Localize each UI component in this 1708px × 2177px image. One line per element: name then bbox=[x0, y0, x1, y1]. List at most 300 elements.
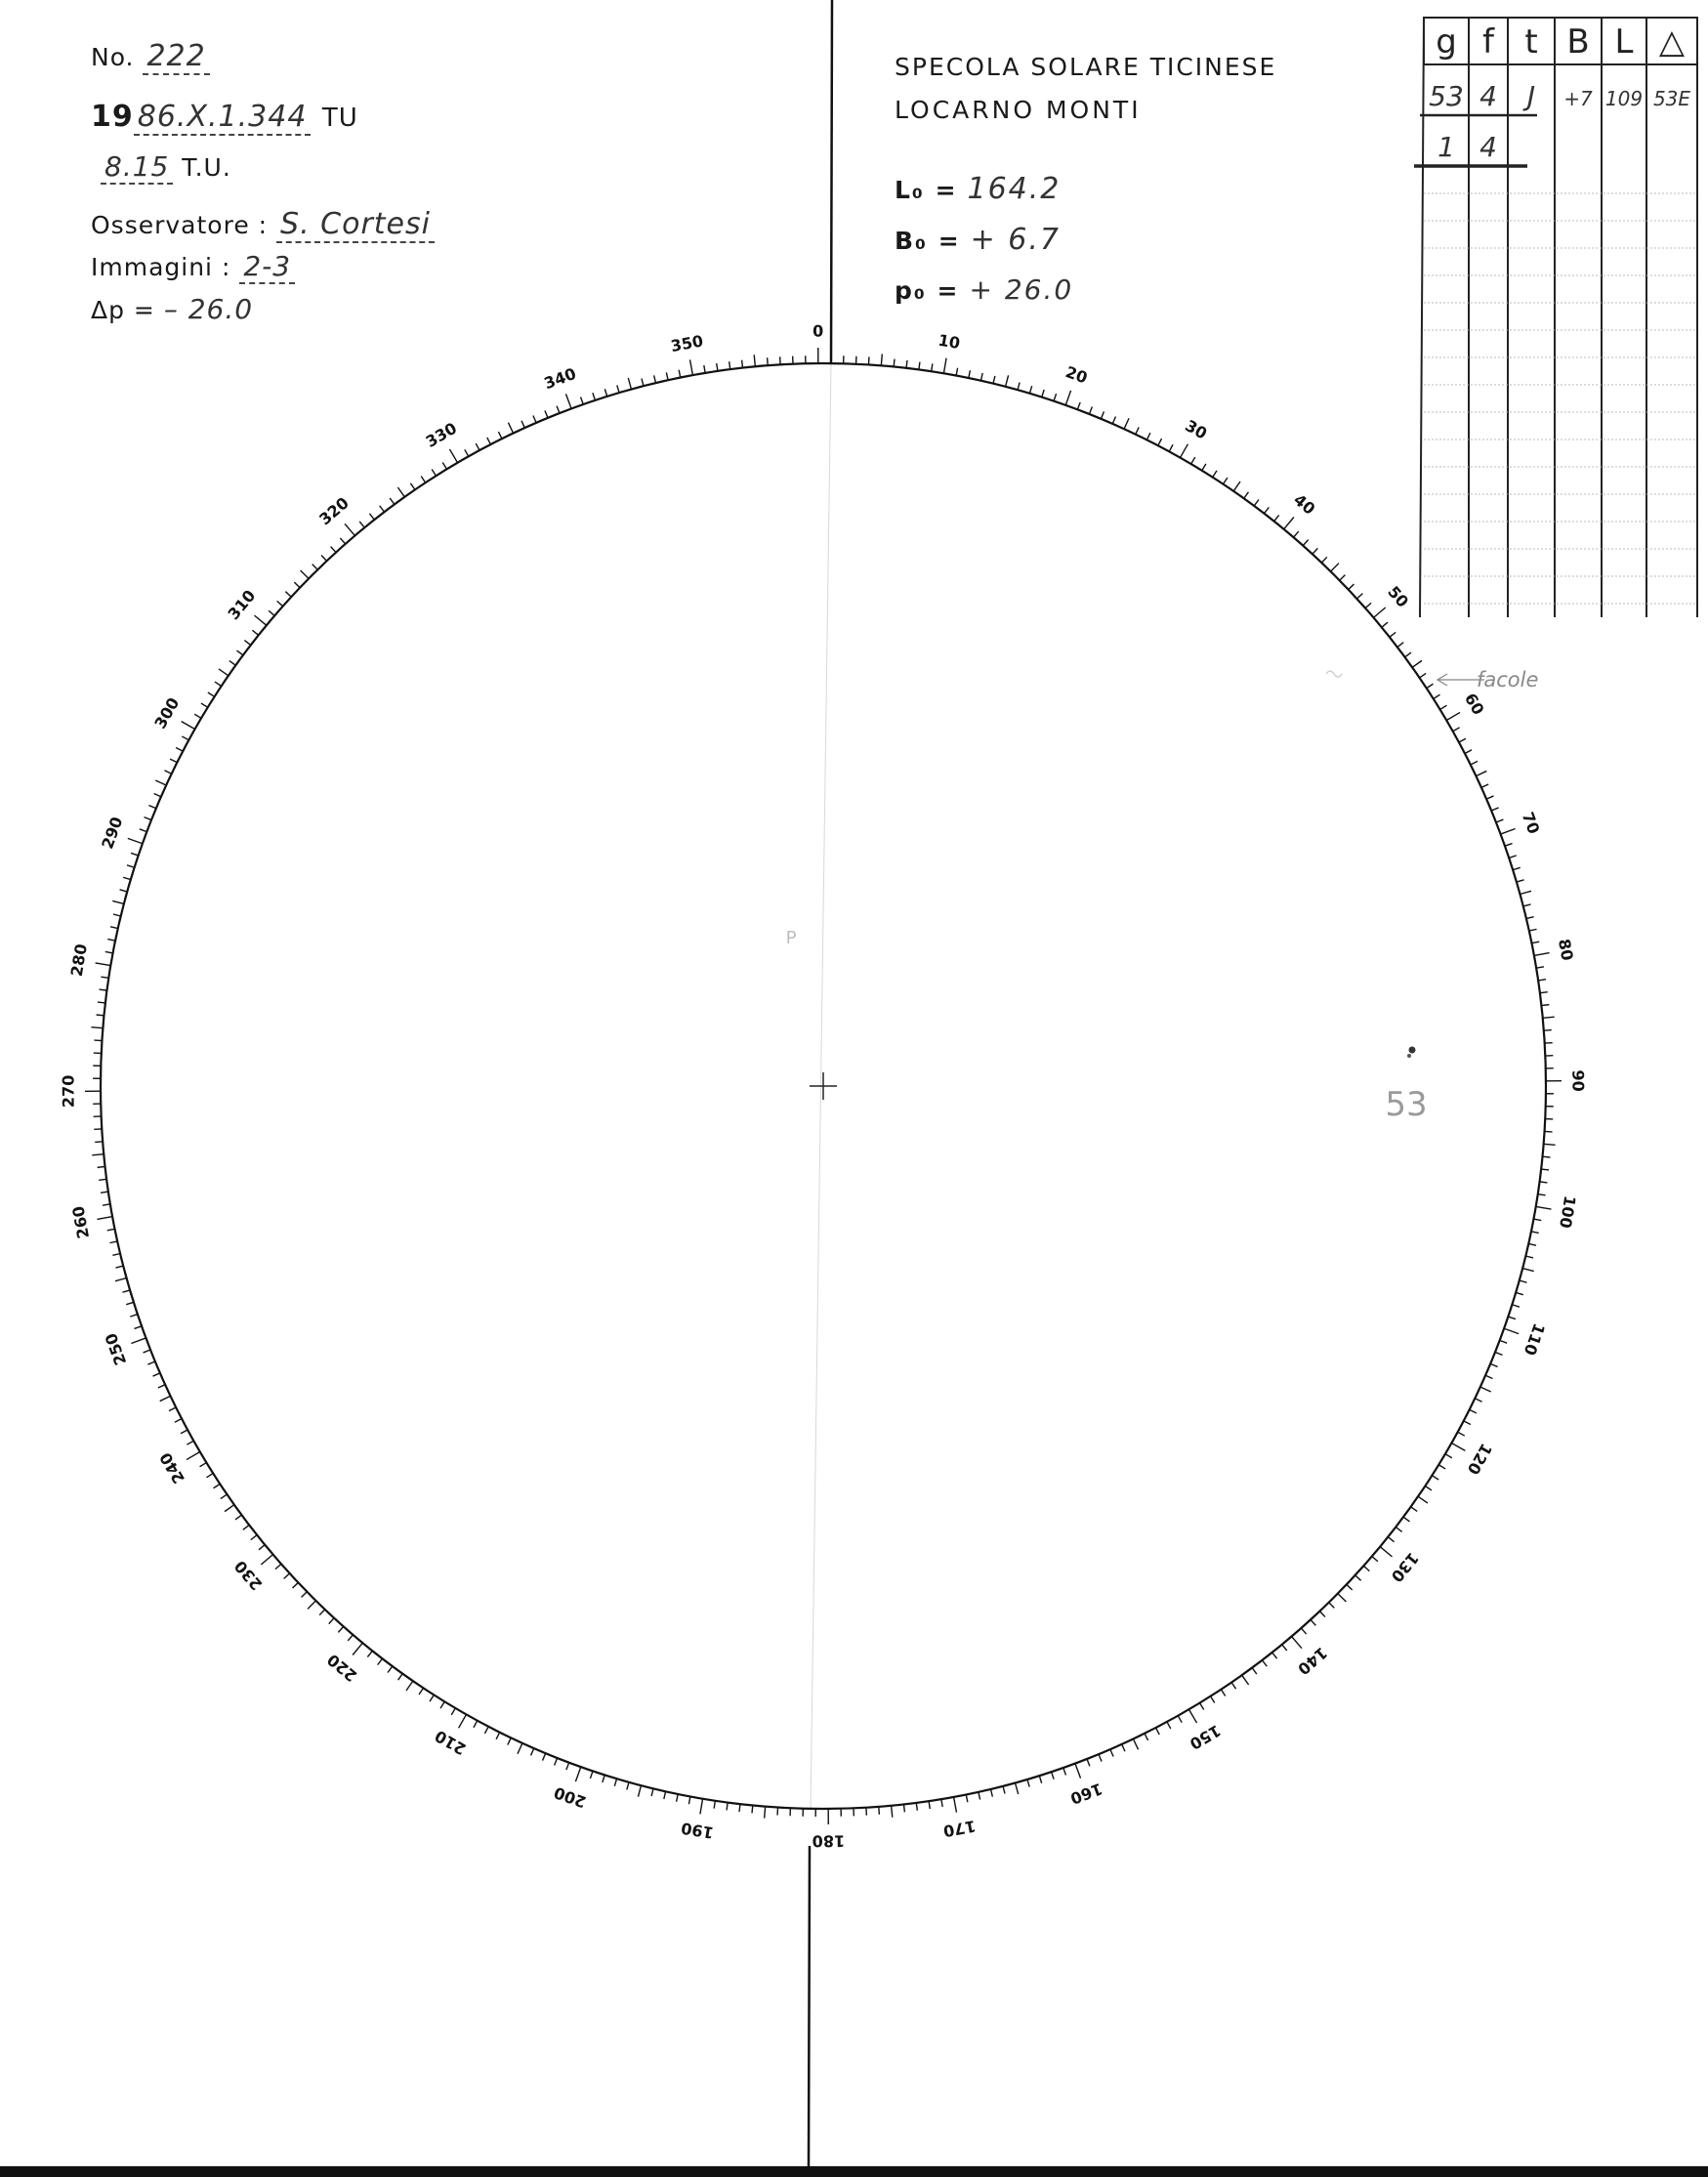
degree-tick bbox=[144, 1350, 150, 1353]
south-axis-line bbox=[809, 1846, 810, 2166]
degree-tick bbox=[916, 1803, 917, 1811]
degree-tick bbox=[397, 487, 404, 497]
degree-tick bbox=[105, 951, 113, 952]
degree-tick bbox=[1112, 417, 1115, 424]
tick-label-80: 80 bbox=[1554, 937, 1577, 963]
north-axis-line bbox=[831, 0, 832, 363]
tick-label-170: 170 bbox=[941, 1816, 978, 1841]
tick-label-260: 260 bbox=[68, 1204, 94, 1240]
tick-label-10: 10 bbox=[937, 330, 962, 354]
degree-tick bbox=[664, 1791, 666, 1799]
tick-label-20: 20 bbox=[1062, 362, 1090, 388]
table-cell: +7 bbox=[1563, 87, 1593, 110]
degree-tick bbox=[98, 1166, 105, 1167]
degree-tick bbox=[1531, 1232, 1539, 1234]
degree-tick bbox=[1244, 492, 1249, 499]
degree-tick bbox=[1486, 796, 1493, 799]
degree-tick bbox=[654, 375, 656, 383]
degree-tick bbox=[1355, 1575, 1361, 1580]
degree-tick bbox=[727, 1802, 728, 1810]
degree-tick bbox=[1282, 1645, 1287, 1651]
degree-tick bbox=[98, 1002, 105, 1003]
degree-tick bbox=[879, 1807, 880, 1815]
delta-p-value: – 26.0 bbox=[163, 293, 254, 325]
tick-label-160: 160 bbox=[1067, 1779, 1105, 1809]
degree-tick bbox=[319, 1610, 325, 1615]
degree-tick bbox=[1089, 407, 1092, 414]
degree-tick bbox=[201, 703, 208, 707]
degree-tick bbox=[120, 890, 128, 892]
facole-label: facole bbox=[1477, 668, 1539, 691]
degree-tick bbox=[1188, 1709, 1196, 1723]
degree-tick bbox=[1110, 1749, 1113, 1756]
tick-label-200: 200 bbox=[551, 1782, 589, 1812]
degree-tick bbox=[581, 397, 584, 404]
degree-tick bbox=[498, 432, 502, 439]
degree-tick bbox=[1224, 478, 1228, 484]
degree-tick bbox=[1520, 1280, 1527, 1282]
degree-tick bbox=[340, 538, 345, 544]
degree-tick bbox=[688, 1796, 689, 1804]
degree-tick bbox=[1512, 1305, 1520, 1307]
degree-tick bbox=[277, 601, 283, 606]
degree-tick bbox=[92, 1154, 104, 1155]
degree-tick bbox=[1202, 464, 1206, 471]
degree-tick bbox=[714, 1801, 715, 1809]
degree-tick bbox=[1338, 1594, 1347, 1602]
degree-tick bbox=[235, 1515, 241, 1520]
degree-tick bbox=[131, 1338, 146, 1344]
degree-tick bbox=[1475, 1399, 1481, 1402]
degree-tick bbox=[1252, 1668, 1257, 1674]
degree-tick bbox=[430, 1695, 434, 1701]
tick-label-280: 280 bbox=[66, 942, 91, 979]
degree-tick bbox=[1221, 1690, 1225, 1696]
degree-tick bbox=[1380, 1547, 1392, 1557]
table-header-1: f bbox=[1482, 22, 1494, 62]
table-cell: 53E bbox=[1652, 87, 1691, 110]
degree-tick bbox=[1536, 967, 1544, 968]
tick-label-250: 250 bbox=[101, 1330, 131, 1368]
tick-label-0: 0 bbox=[812, 321, 824, 341]
degree-tick bbox=[123, 877, 131, 879]
degree-tick bbox=[1156, 1728, 1160, 1735]
p0-value: + 26.0 bbox=[969, 273, 1074, 306]
degree-tick bbox=[1340, 575, 1346, 581]
degree-tick bbox=[115, 1266, 123, 1268]
degree-tick bbox=[378, 1658, 383, 1664]
institute-name: SPECOLA SOLARE TICINESE bbox=[895, 53, 1277, 81]
degree-tick bbox=[96, 963, 111, 966]
b0-value: + 6.7 bbox=[970, 223, 1061, 257]
tick-label-230: 230 bbox=[230, 1557, 267, 1594]
degree-tick bbox=[1542, 1156, 1550, 1157]
degree-tick bbox=[1500, 1340, 1507, 1343]
degree-tick bbox=[521, 421, 524, 428]
degree-tick bbox=[101, 977, 108, 978]
degree-tick bbox=[1178, 1716, 1182, 1723]
degree-tick bbox=[126, 1302, 134, 1304]
degree-tick bbox=[312, 565, 318, 570]
degree-tick bbox=[1523, 904, 1531, 906]
degree-tick bbox=[269, 610, 274, 615]
degree-tick bbox=[419, 1688, 423, 1695]
tick-label-150: 150 bbox=[1186, 1721, 1225, 1754]
degree-tick bbox=[1522, 1269, 1534, 1272]
degree-tick bbox=[1301, 1628, 1306, 1634]
degree-tick bbox=[739, 1804, 740, 1812]
degree-tick bbox=[153, 1373, 160, 1376]
degree-tick bbox=[367, 1651, 372, 1656]
degree-tick bbox=[158, 1385, 165, 1388]
degree-tick bbox=[345, 523, 354, 535]
degree-tick bbox=[1029, 386, 1031, 394]
degree-tick bbox=[777, 1808, 778, 1816]
degree-tick bbox=[348, 1635, 353, 1641]
degree-tick bbox=[406, 1681, 413, 1691]
degree-tick bbox=[1181, 444, 1188, 458]
degree-tick bbox=[966, 1794, 968, 1802]
degree-tick bbox=[449, 449, 457, 463]
degree-tick bbox=[182, 722, 195, 730]
degree-tick bbox=[919, 362, 920, 370]
degree-tick bbox=[410, 483, 415, 490]
degree-tick bbox=[236, 650, 242, 655]
degree-tick bbox=[1539, 1182, 1547, 1183]
degree-tick bbox=[251, 1535, 257, 1540]
degree-tick bbox=[221, 1494, 228, 1499]
degree-tick bbox=[1516, 1292, 1523, 1294]
degree-tick bbox=[1231, 1683, 1236, 1690]
degree-tick bbox=[943, 358, 946, 374]
degree-tick bbox=[1272, 1653, 1277, 1658]
degree-tick bbox=[1432, 1476, 1438, 1480]
degree-tick bbox=[1470, 1409, 1477, 1413]
degree-tick bbox=[1122, 1744, 1125, 1751]
degree-tick bbox=[390, 498, 395, 504]
degree-tick bbox=[1065, 391, 1070, 405]
tick-label-100: 100 bbox=[1556, 1193, 1580, 1230]
degree-tick bbox=[474, 1721, 478, 1728]
degree-tick bbox=[1039, 1776, 1041, 1783]
degree-tick bbox=[243, 1525, 249, 1529]
degree-tick bbox=[107, 1229, 115, 1231]
degree-tick bbox=[164, 771, 171, 774]
degree-tick bbox=[1311, 1619, 1315, 1625]
degree-tick bbox=[593, 393, 596, 400]
degree-tick bbox=[1284, 517, 1294, 528]
degree-tick bbox=[1465, 750, 1472, 754]
table-header-4: L bbox=[1614, 22, 1634, 62]
degree-tick bbox=[147, 1361, 154, 1364]
tick-label-130: 130 bbox=[1387, 1548, 1423, 1586]
degree-tick bbox=[131, 853, 139, 856]
degree-tick bbox=[1501, 828, 1516, 834]
degree-tick bbox=[638, 1785, 641, 1797]
degree-tick bbox=[155, 780, 166, 785]
sunspot-dot bbox=[1407, 1054, 1411, 1058]
time-suffix: T.U. bbox=[182, 153, 231, 182]
delta-p-label: Δp = bbox=[91, 296, 155, 324]
pole-mark: P bbox=[785, 928, 797, 948]
degree-tick bbox=[369, 514, 374, 520]
degree-tick bbox=[954, 1797, 957, 1813]
degree-tick bbox=[254, 615, 266, 625]
degree-tick bbox=[1517, 880, 1524, 882]
degree-tick bbox=[122, 1290, 130, 1292]
tick-label-310: 310 bbox=[224, 586, 260, 624]
degree-tick bbox=[1016, 1782, 1019, 1794]
degree-tick bbox=[1541, 1005, 1549, 1006]
degree-tick bbox=[1169, 444, 1173, 451]
degree-tick bbox=[717, 363, 718, 371]
degree-tick bbox=[1525, 1256, 1533, 1258]
degree-tick bbox=[225, 1505, 234, 1512]
sunspot-dot bbox=[1409, 1047, 1416, 1054]
degree-tick bbox=[545, 410, 548, 417]
degree-tick bbox=[1233, 481, 1240, 491]
table-header-5: △ bbox=[1658, 22, 1686, 62]
degree-tick bbox=[1063, 1768, 1066, 1776]
degree-tick bbox=[1544, 1144, 1556, 1145]
degree-tick bbox=[765, 1807, 766, 1819]
degree-tick bbox=[894, 359, 895, 367]
degree-tick bbox=[956, 368, 957, 376]
degree-tick bbox=[1531, 942, 1539, 943]
degree-tick bbox=[1356, 594, 1362, 599]
degree-tick bbox=[1505, 844, 1513, 847]
degree-tick bbox=[459, 1714, 467, 1728]
degree-tick bbox=[487, 438, 491, 444]
degree-tick bbox=[1536, 1206, 1552, 1209]
degree-tick bbox=[1545, 1131, 1553, 1132]
degree-tick bbox=[206, 1474, 213, 1478]
tick-label-40: 40 bbox=[1290, 489, 1319, 519]
tick-label-180: 180 bbox=[812, 1831, 846, 1851]
degree-tick bbox=[1124, 418, 1129, 429]
degree-tick bbox=[1191, 457, 1195, 464]
degree-tick bbox=[557, 406, 560, 413]
table-header-2: t bbox=[1524, 22, 1538, 62]
degree-tick bbox=[1101, 411, 1104, 418]
images-value: 2-3 bbox=[239, 250, 295, 284]
degree-tick bbox=[112, 900, 124, 903]
degree-tick bbox=[145, 817, 151, 820]
degree-tick bbox=[1403, 1517, 1409, 1522]
degree-tick bbox=[1372, 1557, 1378, 1562]
facole-mark bbox=[1326, 671, 1342, 677]
degree-tick bbox=[1262, 1660, 1267, 1666]
degree-tick bbox=[881, 354, 882, 365]
degree-tick bbox=[1254, 499, 1259, 505]
degree-tick bbox=[214, 1484, 221, 1487]
time-value: 8.15 bbox=[101, 150, 173, 185]
degree-tick bbox=[941, 1799, 942, 1807]
degree-tick bbox=[1420, 673, 1427, 678]
degree-tick bbox=[219, 669, 229, 676]
degree-tick bbox=[666, 372, 668, 380]
degree-tick bbox=[1363, 1566, 1369, 1570]
tick-label-70: 70 bbox=[1518, 809, 1544, 837]
degree-tick bbox=[1077, 402, 1080, 409]
degree-tick bbox=[518, 1743, 522, 1754]
degree-tick bbox=[1509, 856, 1517, 858]
degree-tick bbox=[261, 1555, 272, 1565]
degree-tick bbox=[1146, 433, 1150, 440]
degree-tick bbox=[476, 443, 479, 450]
degree-tick bbox=[293, 1582, 299, 1587]
degree-tick bbox=[1075, 1764, 1081, 1779]
degree-tick bbox=[1349, 584, 1354, 589]
tick-label-290: 290 bbox=[98, 814, 127, 852]
l0-value: 164.2 bbox=[967, 172, 1062, 206]
degree-tick bbox=[1329, 1603, 1335, 1609]
degree-tick bbox=[1006, 375, 1009, 387]
degree-tick bbox=[97, 1015, 104, 1016]
degree-tick bbox=[1464, 1421, 1471, 1425]
degree-tick bbox=[1158, 439, 1162, 445]
tick-label-240: 240 bbox=[155, 1448, 188, 1487]
degree-tick bbox=[1458, 1432, 1465, 1436]
degree-tick bbox=[1453, 728, 1460, 732]
degree-tick bbox=[440, 1701, 444, 1708]
degree-tick bbox=[128, 838, 143, 843]
sunspot-group-label: 53 bbox=[1385, 1085, 1428, 1124]
degree-tick bbox=[1321, 557, 1327, 563]
degree-tick bbox=[704, 365, 705, 373]
images-label: Immagini : bbox=[91, 253, 231, 281]
degree-tick bbox=[1412, 660, 1422, 667]
degree-tick bbox=[1481, 784, 1488, 787]
degree-tick bbox=[1538, 1194, 1546, 1195]
degree-tick bbox=[175, 1419, 182, 1423]
degree-tick bbox=[969, 370, 971, 378]
degree-tick bbox=[284, 1573, 290, 1578]
degree-tick bbox=[1543, 1017, 1555, 1018]
degree-tick bbox=[1541, 1169, 1549, 1170]
degree-tick bbox=[1242, 1675, 1249, 1685]
degree-tick bbox=[1087, 1759, 1090, 1766]
degree-tick bbox=[194, 714, 201, 718]
degree-tick bbox=[1200, 1703, 1204, 1710]
degree-tick bbox=[1513, 867, 1521, 869]
degree-tick bbox=[95, 1142, 103, 1143]
table-cell: J bbox=[1526, 80, 1536, 112]
degree-tick bbox=[465, 449, 469, 456]
tick-label-60: 60 bbox=[1460, 690, 1488, 719]
date-prefix: 19 bbox=[91, 100, 134, 134]
observer-label: Osservatore : bbox=[91, 211, 269, 239]
degree-tick bbox=[729, 361, 730, 369]
degree-tick bbox=[651, 1788, 653, 1796]
degree-tick bbox=[1476, 771, 1486, 775]
degree-tick bbox=[508, 423, 513, 434]
degree-tick bbox=[113, 914, 121, 916]
degree-tick bbox=[575, 1767, 580, 1781]
degree-tick bbox=[1018, 383, 1020, 391]
degree-tick bbox=[170, 759, 177, 763]
degree-tick bbox=[1265, 507, 1270, 513]
degree-tick bbox=[148, 806, 155, 809]
date-suffix: TU bbox=[321, 104, 358, 133]
degree-tick bbox=[1365, 603, 1371, 607]
degree-tick bbox=[1145, 1734, 1148, 1740]
degree-tick bbox=[1495, 1352, 1502, 1355]
degree-tick bbox=[1052, 1772, 1055, 1779]
degree-tick bbox=[906, 360, 907, 368]
tick-label-340: 340 bbox=[541, 363, 579, 394]
degree-tick bbox=[1526, 917, 1534, 919]
degree-tick bbox=[115, 1278, 127, 1281]
degree-tick bbox=[1485, 1375, 1492, 1378]
tick-label-190: 190 bbox=[680, 1819, 716, 1843]
degree-tick bbox=[679, 370, 681, 378]
degree-tick bbox=[229, 661, 236, 666]
degree-tick bbox=[892, 1806, 893, 1818]
tick-label-110: 110 bbox=[1520, 1320, 1549, 1359]
degree-tick bbox=[1405, 652, 1411, 657]
degree-tick bbox=[754, 355, 755, 366]
degree-tick bbox=[1533, 1219, 1541, 1220]
degree-tick bbox=[1294, 531, 1299, 537]
degree-tick bbox=[690, 359, 693, 375]
degree-tick bbox=[1312, 548, 1317, 554]
degree-tick bbox=[1540, 992, 1548, 993]
degree-tick bbox=[1490, 1363, 1497, 1366]
degree-tick bbox=[451, 1708, 455, 1715]
table-cell: 53 bbox=[1429, 80, 1464, 112]
degree-tick bbox=[627, 1782, 629, 1790]
degree-tick bbox=[112, 1253, 120, 1255]
degree-tick bbox=[1520, 891, 1531, 894]
tick-label-330: 330 bbox=[422, 418, 461, 451]
degree-tick bbox=[1303, 540, 1308, 546]
degree-tick bbox=[932, 363, 933, 371]
degree-tick bbox=[531, 1748, 534, 1755]
degree-tick bbox=[353, 1643, 362, 1654]
degree-tick bbox=[176, 747, 183, 751]
tick-label-320: 320 bbox=[315, 493, 353, 529]
degree-tick bbox=[1418, 1496, 1428, 1503]
degree-tick bbox=[101, 1192, 108, 1193]
degree-tick bbox=[244, 641, 250, 646]
degree-tick bbox=[1136, 427, 1139, 434]
degree-tick bbox=[543, 1753, 546, 1760]
degree-tick bbox=[301, 570, 310, 578]
degree-tick bbox=[321, 556, 326, 562]
degree-tick bbox=[107, 940, 115, 942]
degree-tick bbox=[617, 385, 619, 393]
degree-tick bbox=[980, 373, 982, 381]
degree-tick bbox=[565, 394, 571, 408]
degree-tick bbox=[614, 1779, 616, 1786]
degree-tick bbox=[1440, 705, 1447, 709]
tick-label-30: 30 bbox=[1182, 416, 1211, 443]
degree-tick bbox=[200, 1463, 207, 1467]
degree-tick bbox=[677, 1794, 679, 1802]
degree-tick bbox=[590, 1771, 593, 1779]
degree-tick bbox=[1538, 980, 1546, 981]
degree-tick bbox=[768, 357, 769, 365]
table-cell: 109 bbox=[1604, 87, 1644, 110]
degree-tick bbox=[169, 1407, 176, 1411]
degree-tick bbox=[285, 592, 291, 597]
degree-tick bbox=[187, 1441, 193, 1444]
degree-tick bbox=[388, 1666, 393, 1672]
degree-tick bbox=[1347, 1584, 1353, 1590]
tick-label-90: 90 bbox=[1568, 1069, 1588, 1092]
degree-tick bbox=[91, 1027, 103, 1028]
